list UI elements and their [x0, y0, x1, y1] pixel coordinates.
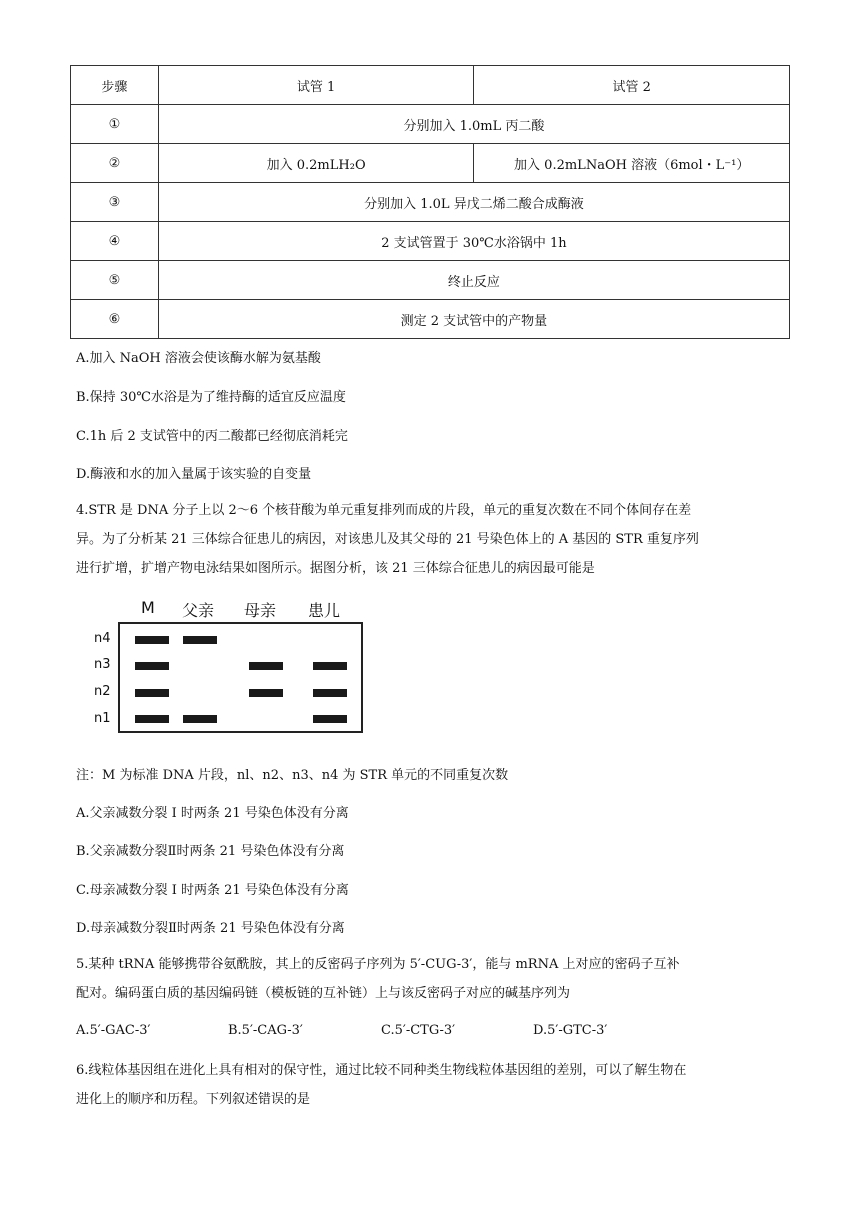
step-cell: ③: [71, 183, 159, 222]
gel-row-label-n3: n3: [94, 657, 111, 672]
table-row: [71, 222, 790, 261]
gel-band: [135, 662, 169, 670]
q4-option-b: B.父亲减数分裂Ⅱ时两条 21 号染色体没有分离: [76, 844, 345, 859]
gel-col-label-mother: 母亲: [244, 601, 277, 620]
gel-band: [249, 662, 283, 670]
q6-stem: [76, 1056, 788, 1114]
gel-row-label-n4: n4: [94, 631, 111, 646]
gel-band: [313, 715, 347, 723]
tube1-cell: 加入 0.2mLH₂O: [158, 144, 474, 183]
gel-band: [135, 636, 169, 644]
q4-stem-line: 异。为了分析某 21 三体综合征患儿的病因，对该患儿及其父母的 21 号染色体上的 A 基因的 STR 重复序列: [76, 532, 699, 547]
experiment-table: [70, 65, 790, 339]
merged-cell: 分别加入 1.0L 异戊二烯二酸合成酶液: [158, 183, 789, 222]
q3-option-b: B.保持 30℃水浴是为了维持酶的适宜反应温度: [76, 390, 346, 405]
table-row: [71, 105, 790, 144]
q4-note: 注：M 为标准 DNA 片段，nl、n2、n3、n4 为 STR 单元的不同重复次数: [76, 768, 509, 783]
gel-electrophoresis-figure: [94, 598, 374, 738]
q5-stem-line: 5.某种 tRNA 能够携带谷氨酰胺，其上的反密码子序列为 5′-CUG-3′，能与 mRNA 上对应的密码子互补: [76, 957, 680, 972]
q4-stem-line: 进行扩增，扩增产物电泳结果如图所示。据图分析，该 21 三体综合征患儿的病因最可能是: [76, 561, 595, 576]
table-row: [71, 183, 790, 222]
gel-band: [313, 662, 347, 670]
header-step: 步骤: [71, 66, 159, 105]
table-header-row: [71, 66, 790, 105]
q3-option-d: D.酶液和水的加入量属于该实验的自变量: [76, 467, 312, 482]
merged-cell: 2 支试管置于 30℃水浴锅中 1h: [158, 222, 789, 261]
q5-option-a: A.5′-GAC-3′: [76, 1023, 151, 1038]
merged-cell: 测定 2 支试管中的产物量: [158, 300, 789, 339]
q5-option-d: D.5′-GTC-3′: [533, 1023, 608, 1038]
step-cell: ⑥: [71, 300, 159, 339]
gel-band: [249, 689, 283, 697]
q4-stem: [76, 496, 788, 583]
q3-option-a: A.加入 NaOH 溶液会使该酶水解为氨基酸: [76, 351, 321, 366]
gel-band: [183, 636, 217, 644]
q5-option-b: B.5′-CAG-3′: [228, 1023, 303, 1038]
q5-option-c: C.5′-CTG-3′: [381, 1023, 456, 1038]
q4-option-c: C.母亲减数分裂 I 时两条 21 号染色体没有分离: [76, 883, 349, 898]
gel-col-label-father: 父亲: [182, 601, 215, 620]
table-row: [71, 144, 790, 183]
q5-stem: [76, 950, 788, 1008]
gel-col-label-m: M: [141, 598, 155, 617]
table-row: [71, 261, 790, 300]
step-cell: ②: [71, 144, 159, 183]
gel-row-label-n1: n1: [94, 711, 111, 726]
gel-box: [118, 622, 363, 733]
q3-option-c: C.1h 后 2 支试管中的丙二酸都已经彻底消耗完: [76, 429, 348, 444]
q6-stem-line: 进化上的顺序和历程。下列叙述错误的是: [76, 1092, 311, 1107]
q6-stem-line: 6.线粒体基因组在进化上具有相对的保守性，通过比较不同种类生物线粒体基因组的差别，可以了解生物在: [76, 1063, 687, 1078]
gel-band: [135, 689, 169, 697]
gel-band: [183, 715, 217, 723]
q4-option-d: D.母亲减数分裂Ⅱ时两条 21 号染色体没有分离: [76, 921, 345, 936]
merged-cell: 分别加入 1.0mL 丙二酸: [158, 105, 789, 144]
q5-stem-line: 配对。编码蛋白质的基因编码链（模板链的互补链）上与该反密码子对应的碱基序列为: [76, 986, 571, 1001]
gel-row-label-n2: n2: [94, 684, 111, 699]
gel-col-label-child: 患儿: [308, 601, 341, 620]
tube2-cell: 加入 0.2mLNaOH 溶液（6mol・L⁻¹）: [474, 144, 790, 183]
merged-cell: 终止反应: [158, 261, 789, 300]
q4-option-a: A.父亲减数分裂 I 时两条 21 号染色体没有分离: [76, 806, 349, 821]
step-cell: ①: [71, 105, 159, 144]
step-cell: ⑤: [71, 261, 159, 300]
header-tube2: 试管 2: [474, 66, 790, 105]
gel-band: [313, 689, 347, 697]
gel-band: [135, 715, 169, 723]
table-row: [71, 300, 790, 339]
q4-stem-line: 4.STR 是 DNA 分子上以 2～6 个核苷酸为单元重复排列而成的片段，单元的重复次数在不同个体间存在差: [76, 503, 692, 518]
header-tube1: 试管 1: [158, 66, 474, 105]
step-cell: ④: [71, 222, 159, 261]
